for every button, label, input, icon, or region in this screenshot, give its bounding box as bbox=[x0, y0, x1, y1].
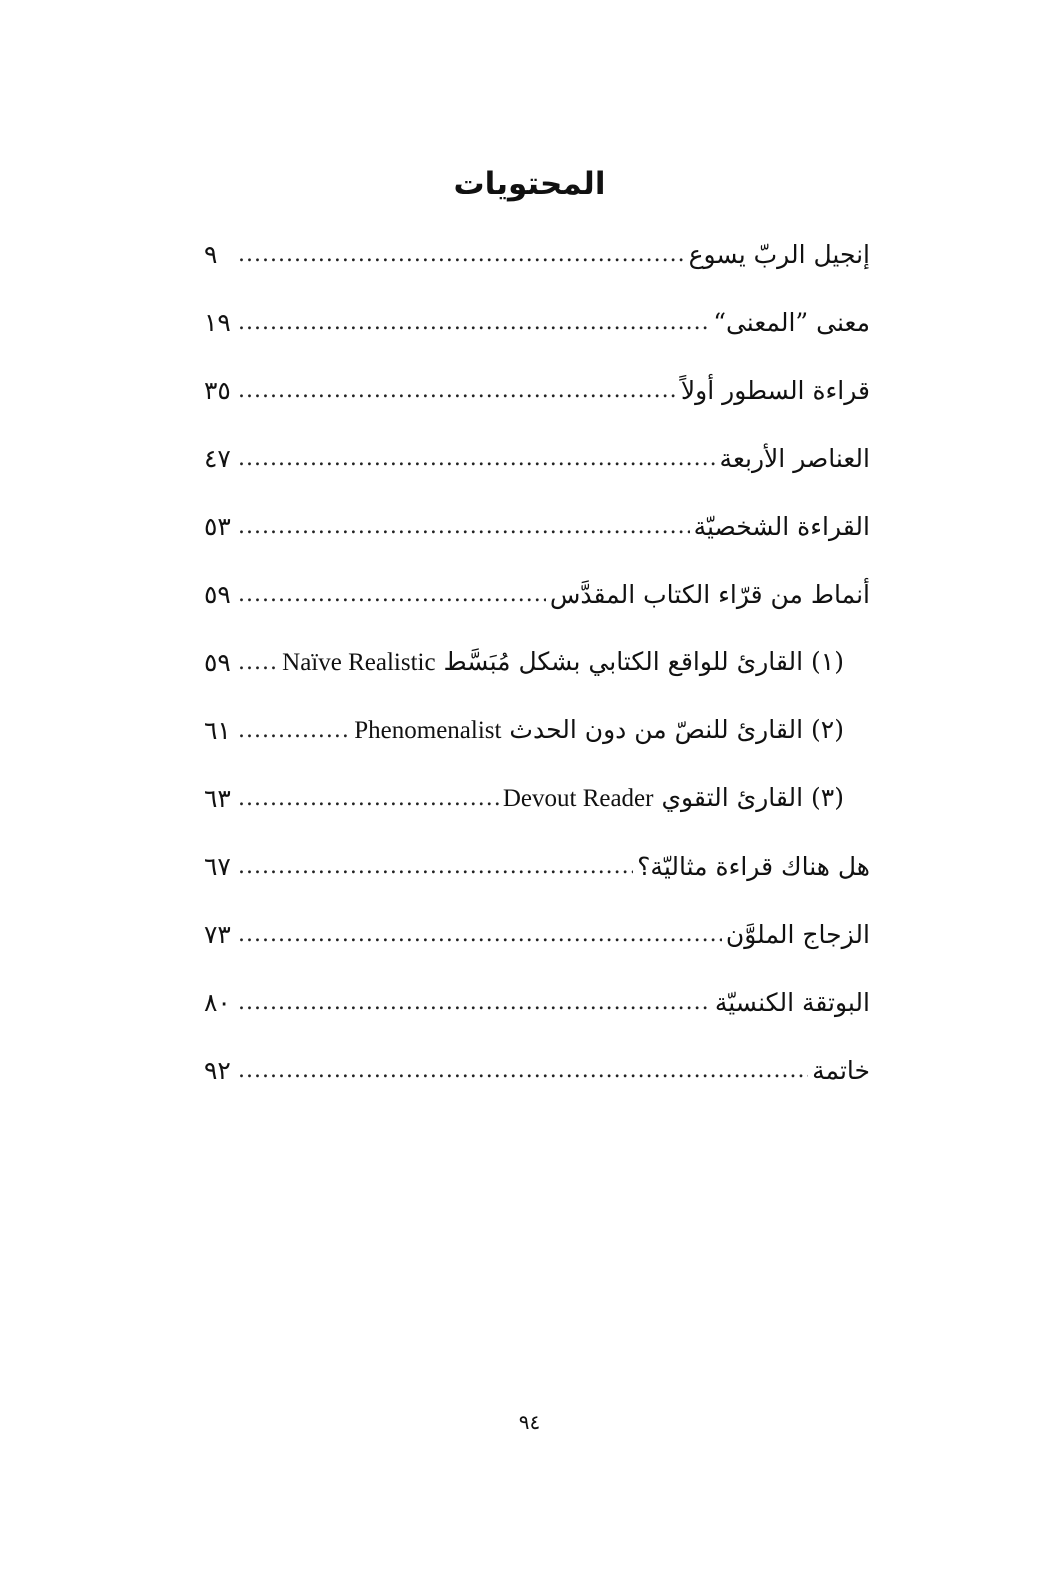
toc-subentry bbox=[204, 764, 870, 832]
entry-title-arabic: (٢) القارئ للنصّ من دون الحدث bbox=[509, 715, 844, 744]
dot-leader bbox=[238, 514, 690, 539]
entry-title: الزجاج الملوَّن bbox=[725, 919, 870, 949]
entry-title bbox=[503, 783, 844, 813]
entry-page-number: ٩٢ bbox=[204, 1055, 231, 1085]
dot-leader bbox=[238, 446, 716, 471]
toc-entry bbox=[204, 288, 870, 356]
dot-leader bbox=[238, 990, 711, 1015]
toc-entry bbox=[204, 968, 870, 1036]
toc-entry bbox=[204, 832, 870, 900]
toc-entry bbox=[204, 424, 870, 492]
toc-entry bbox=[204, 900, 870, 968]
entry-title-arabic: (١) القارئ للواقع الكتابي بشكل مُبَسَّط bbox=[443, 647, 844, 676]
dot-leader bbox=[238, 1058, 808, 1083]
entry-page-number: ٤٧ bbox=[204, 443, 231, 473]
entry-page-number: ٧٣ bbox=[204, 919, 231, 949]
toc-entry bbox=[204, 220, 870, 288]
page-title: المحتويات bbox=[453, 166, 606, 202]
entry-page-number: ٥٩ bbox=[204, 579, 231, 609]
toc-subentry bbox=[204, 628, 870, 696]
dot-leader bbox=[238, 718, 350, 743]
entry-page-number: ٦١ bbox=[204, 715, 231, 745]
toc-list bbox=[204, 220, 870, 1104]
entry-page-number: ٨٠ bbox=[204, 987, 231, 1017]
toc-entry bbox=[204, 560, 870, 628]
entry-page-number: ١٩ bbox=[204, 307, 231, 337]
entry-title: البوتقة الكنسيّة bbox=[714, 987, 870, 1017]
entry-title: أنماط من قرّاء الكتاب المقدَّس bbox=[549, 579, 870, 609]
toc-entry bbox=[204, 1036, 870, 1104]
entry-title: إنجيل الربّ يسوع bbox=[688, 239, 870, 269]
entry-page-number: ٦٧ bbox=[204, 851, 231, 881]
dot-leader bbox=[238, 582, 546, 607]
entry-page-number: ٣٥ bbox=[204, 375, 231, 405]
entry-title: العناصر الأربعة bbox=[719, 443, 870, 473]
toc-entry bbox=[204, 492, 870, 560]
entry-title: القراءة الشخصيّة bbox=[693, 511, 870, 541]
entry-page-number: ٩ bbox=[204, 239, 218, 269]
entry-title bbox=[282, 647, 844, 677]
entry-page-number: ٥٣ bbox=[204, 511, 231, 541]
entry-page-number: ٦٣ bbox=[204, 783, 231, 813]
dot-leader bbox=[238, 310, 709, 335]
page-number: ٩٤ bbox=[518, 1410, 541, 1434]
entry-title-latin: Naïve Realistic bbox=[282, 649, 436, 676]
dot-leader bbox=[238, 786, 499, 811]
entry-title-arabic: (٣) القارئ التقوي bbox=[661, 783, 844, 812]
toc-entry bbox=[204, 356, 870, 424]
toc-subentry bbox=[204, 696, 870, 764]
entry-title bbox=[354, 715, 844, 745]
entry-title-latin: Devout Reader bbox=[502, 785, 654, 812]
dot-leader bbox=[238, 242, 685, 267]
dot-leader bbox=[238, 922, 722, 947]
dot-leader bbox=[238, 854, 633, 879]
entry-title: هل هناك قراءة مثاليّة؟ bbox=[637, 851, 870, 881]
entry-title: معنى ”المعنى“ bbox=[713, 307, 870, 337]
entry-title: خاتمة bbox=[812, 1055, 870, 1085]
entry-page-number: ٥٩ bbox=[204, 647, 231, 677]
entry-title: قراءة السطور أولاً bbox=[680, 375, 870, 405]
dot-leader bbox=[238, 650, 278, 675]
entry-title-latin: Phenomenalist bbox=[354, 717, 502, 744]
dot-leader bbox=[238, 378, 677, 403]
